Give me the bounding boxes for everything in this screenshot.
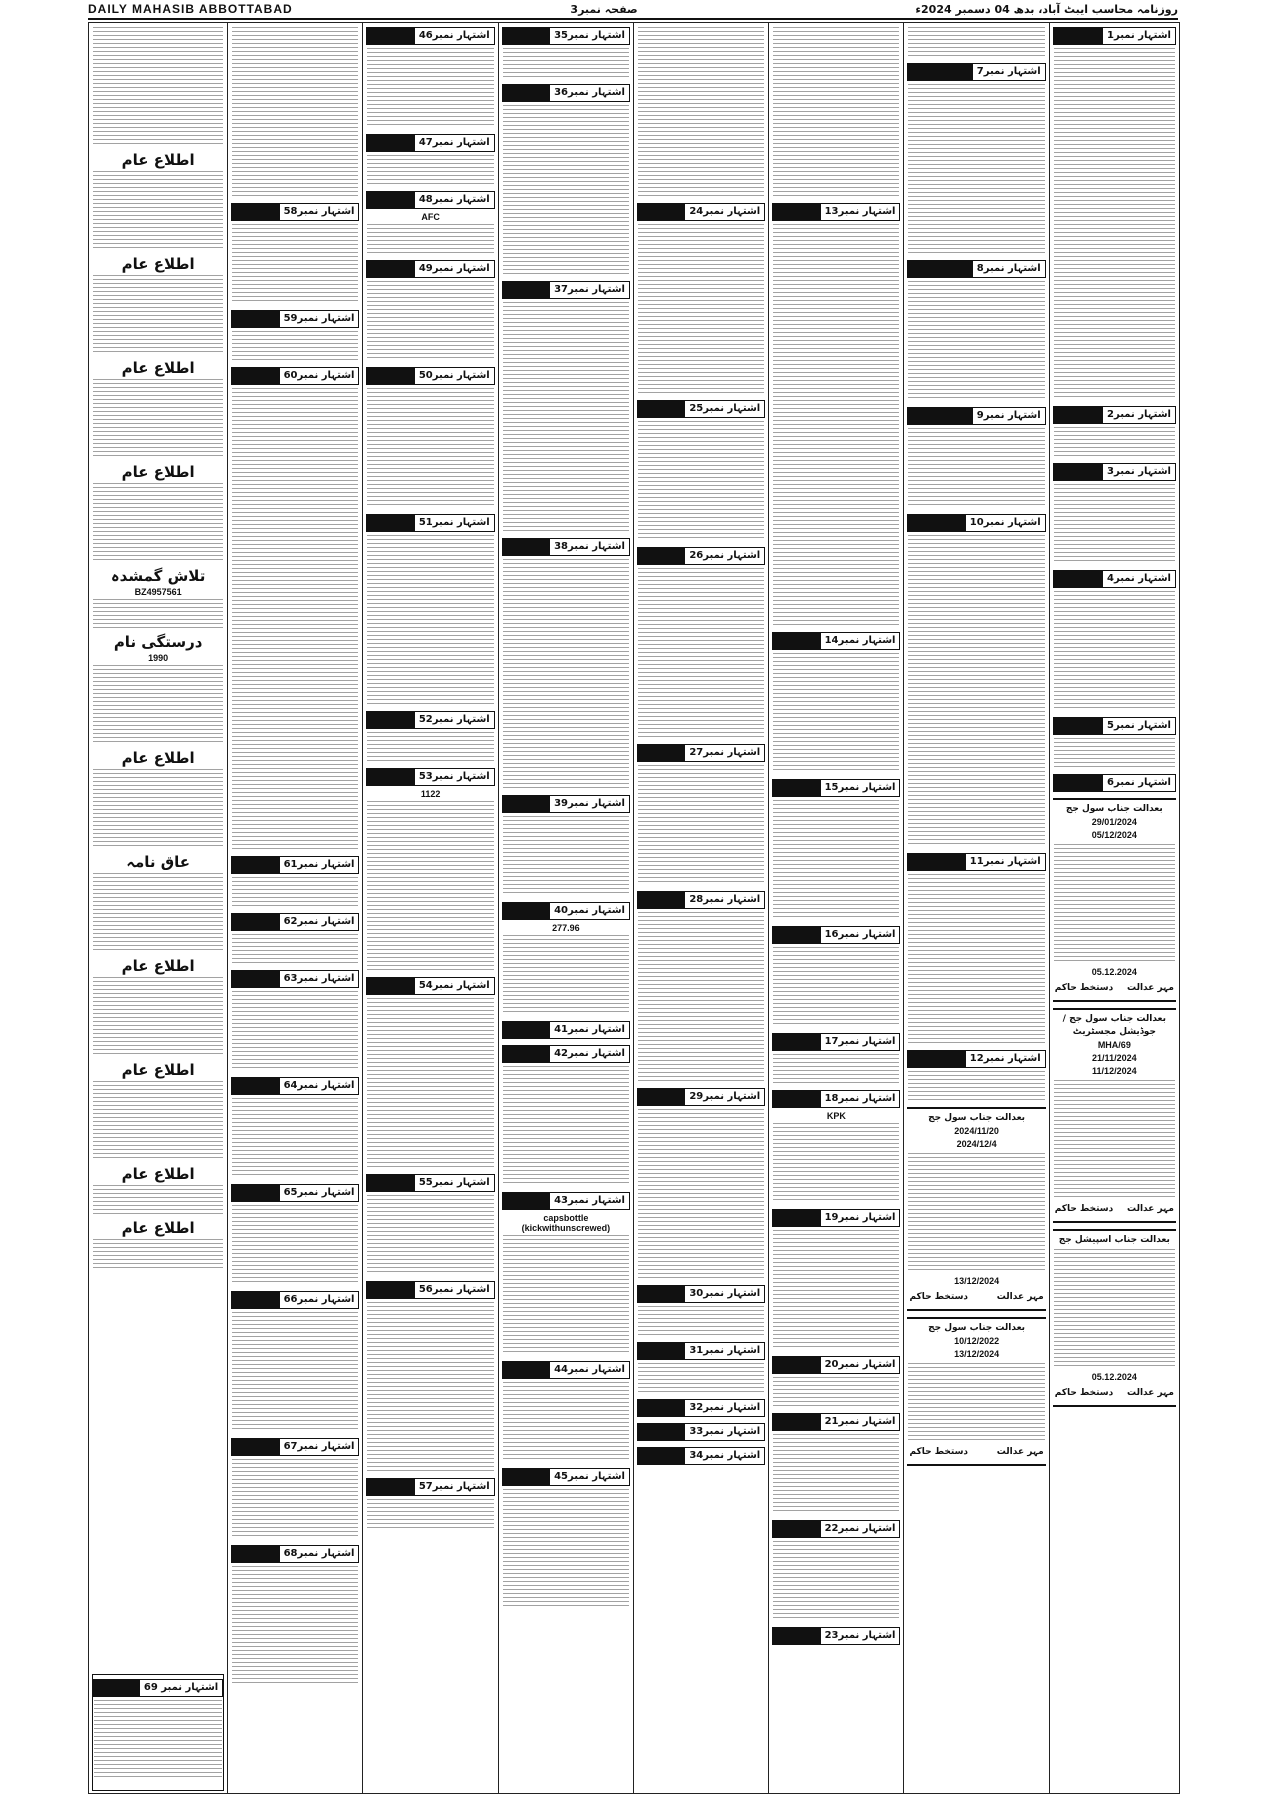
notice-number: اشتہار نمبر15	[820, 779, 901, 797]
notice-number: اشتہار نمبر33	[684, 1423, 765, 1441]
notice-body	[367, 535, 493, 705]
notice-body	[908, 767, 1044, 847]
notice-body	[1054, 280, 1175, 400]
notice-body	[1054, 591, 1175, 711]
column-notices-13-23	[769, 23, 904, 1793]
inline-code: KPK	[826, 1111, 846, 1121]
notice-body	[94, 1700, 222, 1780]
case-date: 21/11/2024	[1092, 1053, 1137, 1063]
section-heading: اطلاع عام	[121, 359, 195, 377]
notice-body	[93, 171, 223, 251]
case-date: 10/12/2022	[954, 1336, 1000, 1346]
notice-body	[503, 48, 629, 78]
notice-header	[502, 795, 630, 813]
signature-row	[1055, 983, 1174, 993]
notice-header	[366, 711, 494, 729]
court-notice-box	[907, 1107, 1045, 1311]
notice-number: اشتہار نمبر35	[549, 27, 630, 45]
notice-number: اشتہار نمبر60	[279, 367, 360, 385]
notice-body	[908, 84, 1044, 254]
notice-body	[232, 388, 358, 618]
notice-header	[1053, 406, 1176, 424]
notice-body	[93, 275, 223, 355]
notice-number: اشتہار نمبر54	[414, 977, 495, 995]
notice-number: اشتہار نمبر38	[549, 538, 630, 556]
notice-number: اشتہار نمبر25	[684, 400, 765, 418]
column-notices-35-45	[499, 23, 634, 1793]
notice-header	[502, 1021, 630, 1039]
judge-signature: دستخط حاکم	[1054, 983, 1114, 993]
notice-header	[1053, 774, 1176, 792]
hearing-date: 05.12.2024	[1091, 1372, 1137, 1382]
notice-body	[503, 1066, 629, 1186]
notice-number: اشتہار نمبر61	[279, 856, 360, 874]
court-seal: مہر عدالت	[1127, 1204, 1174, 1214]
notice-header	[907, 853, 1045, 871]
notice-body	[503, 105, 629, 275]
notice-number: اشتہار نمبر30	[684, 1285, 765, 1303]
notice-body	[367, 281, 493, 361]
section-heading: اطلاع عام	[121, 1061, 195, 1079]
notice-body	[93, 379, 223, 459]
notice-body	[232, 991, 358, 1071]
notice-header	[772, 1520, 900, 1538]
court-title: بعدالت جناب سول جج / جوڈیشل مجسٹریٹ	[1062, 1014, 1166, 1037]
notice-number: اشتہار نمبر57	[414, 1478, 495, 1496]
notice-header	[366, 27, 494, 45]
notice-number: اشتہار نمبر45	[549, 1468, 630, 1486]
notice-body	[908, 27, 1044, 57]
notice-header	[502, 1468, 630, 1486]
notice-header	[637, 1423, 765, 1441]
notice-number: اشتہار نمبر51	[414, 514, 495, 532]
notice-body	[773, 224, 899, 454]
notice-header	[366, 367, 494, 385]
notice-header	[907, 514, 1045, 532]
notice-body	[93, 1239, 223, 1269]
notice-number: اشتہار نمبر21	[820, 1413, 901, 1431]
case-date: 29/01/2024	[1091, 817, 1137, 827]
notice-number: اشتہار نمبر20	[820, 1356, 901, 1374]
notice-body	[232, 27, 358, 197]
notice-number: اشتہار نمبر64	[279, 1077, 360, 1095]
notice-number: اشتہار نمبر1	[1102, 27, 1176, 45]
court-seal: مہر عدالت	[1127, 1388, 1174, 1398]
judge-signature: دستخط حاکم	[1054, 1204, 1114, 1214]
notice-number: اشتہار نمبر18	[820, 1090, 901, 1108]
notice-header	[637, 744, 765, 762]
notice-header	[502, 281, 630, 299]
notice-body	[367, 388, 493, 508]
column-notices-58-68	[228, 23, 363, 1793]
inline-code: 277.96	[552, 923, 580, 933]
hearing-date: 13/12/2024	[954, 1349, 1000, 1359]
notice-body	[908, 1153, 1044, 1273]
column-notices-24-34	[634, 23, 769, 1793]
section-heading: اطلاع عام	[121, 1219, 195, 1237]
notice-number: اشتہار نمبر6	[1102, 774, 1176, 792]
notice-header	[772, 926, 900, 944]
notice-body	[232, 620, 358, 850]
section-heading: اطلاع عام	[121, 255, 195, 273]
court-title: بعدالت جناب سول جج	[928, 1113, 1026, 1123]
notice-header	[231, 1291, 359, 1309]
notice-header	[231, 203, 359, 221]
notice-header	[772, 1209, 900, 1227]
notice-header	[502, 1192, 630, 1210]
notice-number: اشتہار نمبر16	[820, 926, 901, 944]
notice-number: اشتہار نمبر55	[414, 1174, 495, 1192]
notice-body	[232, 877, 358, 907]
notice-number: اشتہار نمبر17	[820, 1033, 901, 1051]
notice-body	[93, 27, 223, 147]
section-heading: اطلاع عام	[121, 957, 195, 975]
notice-body	[232, 331, 358, 361]
notice-body	[773, 1230, 899, 1350]
notice-body	[773, 1434, 899, 1514]
notice-header	[772, 1090, 900, 1108]
notice-body	[638, 1306, 764, 1336]
notice-header	[231, 1545, 359, 1563]
notice-body	[773, 653, 899, 773]
court-title: بعدالت جناب اسپیشل جج	[1058, 1235, 1170, 1245]
notice-body	[93, 665, 223, 745]
hearing-date: 13/12/2024	[954, 1276, 1000, 1286]
notice-number: اشتہار نمبر37	[549, 281, 630, 299]
masthead	[88, 0, 1178, 20]
notice-number: اشتہار نمبر36	[549, 84, 630, 102]
notice-number: اشتہار نمبر29	[684, 1088, 765, 1106]
judge-signature: دستخط حاکم	[909, 1447, 969, 1457]
hearing-date: 11/12/2024	[1092, 1066, 1137, 1076]
notice-header	[366, 514, 494, 532]
notice-body	[638, 421, 764, 541]
notice-header	[231, 1077, 359, 1095]
notice-number: اشتہار نمبر9	[972, 407, 1046, 425]
notice-header	[231, 856, 359, 874]
notice-number: اشتہار نمبر2	[1102, 406, 1176, 424]
notice-body	[638, 912, 764, 1082]
notice-number: اشتہار نمبر11	[965, 853, 1046, 871]
case-date: 05/12/2024	[1091, 830, 1137, 840]
notice-header	[637, 203, 765, 221]
column-notices-7-12	[904, 23, 1049, 1793]
column-notices-1-6	[1050, 23, 1179, 1793]
notice-header	[366, 134, 494, 152]
notice-number: اشتہار نمبر24	[684, 203, 765, 221]
court-seal: مہر عدالت	[996, 1447, 1044, 1457]
notice-body	[503, 1235, 629, 1355]
court-title: بعدالت جناب سول جج	[1065, 804, 1163, 814]
notice-number: اشتہار نمبر49	[414, 260, 495, 278]
notice-body	[638, 568, 764, 738]
notice-number: اشتہار نمبر50	[414, 367, 495, 385]
court-seal: مہر عدالت	[1127, 983, 1174, 993]
case-date: 2024/11/20	[954, 1126, 999, 1136]
notice-body	[638, 224, 764, 394]
notice-number: اشتہار نمبر63	[279, 970, 360, 988]
section-heading: اطلاع عام	[121, 151, 195, 169]
notice-number: اشتہار نمبر65	[279, 1184, 360, 1202]
court-notice-box	[1053, 1008, 1176, 1223]
notice-number: اشتہار نمبر22	[820, 1520, 901, 1538]
notice-body	[773, 800, 899, 920]
notice-body	[638, 765, 764, 885]
notice-number: اشتہار نمبر44	[549, 1361, 630, 1379]
year-code: 1990	[148, 653, 169, 663]
judge-signature: دستخط حاکم	[1054, 1388, 1114, 1398]
notice-number: اشتہار نمبر56	[414, 1281, 495, 1299]
notice-number: اشتہار نمبر10	[965, 514, 1046, 532]
notice-body	[773, 456, 899, 626]
notice-body	[232, 1098, 358, 1178]
notice-header	[637, 400, 765, 418]
notice-body	[908, 1363, 1044, 1443]
notice-header	[502, 27, 630, 45]
notice-header	[637, 1285, 765, 1303]
notice-header	[772, 1356, 900, 1374]
notice-body	[773, 1054, 899, 1084]
notice-number: اشتہار نمبر4	[1102, 570, 1176, 588]
notice-header	[502, 1361, 630, 1379]
notice-header	[502, 84, 630, 102]
notice-body	[367, 732, 493, 762]
notice-header	[231, 310, 359, 328]
notice-body	[1054, 1249, 1175, 1369]
notice-number: اشتہار نمبر19	[820, 1209, 901, 1227]
notice-header	[1053, 570, 1176, 588]
notice-header	[231, 1184, 359, 1202]
notice-body	[93, 977, 223, 1057]
notice-number: اشتہار نمبر12	[965, 1050, 1046, 1068]
notice-header	[907, 1050, 1045, 1068]
notice-header	[637, 1447, 765, 1465]
notice-header	[231, 970, 359, 988]
notice-body	[908, 874, 1044, 1044]
notice-header	[231, 913, 359, 931]
case-number: MHA/69	[1097, 1040, 1131, 1050]
notice-body	[638, 1109, 764, 1279]
notice-header	[1053, 717, 1176, 735]
signature-row	[1055, 1388, 1174, 1398]
notice-number: اشتہار نمبر32	[684, 1399, 765, 1417]
notice-body	[367, 155, 493, 185]
notice-header	[366, 1174, 494, 1192]
inline-code: 1122	[420, 789, 441, 799]
notice-body	[908, 1071, 1044, 1101]
notice-body	[367, 224, 493, 254]
notice-body	[93, 483, 223, 563]
inline-code: capsbottle (kickwithunscrewed)	[521, 1213, 611, 1233]
notice-body	[232, 1312, 358, 1432]
notice-header	[637, 1399, 765, 1417]
notice-number: اشتہار نمبر 69	[139, 1679, 223, 1697]
newspaper-page	[88, 22, 1180, 1794]
inline-code: AFC	[421, 212, 440, 222]
notice-number: اشتہار نمبر67	[279, 1438, 360, 1456]
notice-header	[366, 977, 494, 995]
notice-body	[93, 1185, 223, 1215]
notice-number: اشتہار نمبر40	[549, 902, 630, 920]
notice-body	[503, 559, 629, 789]
notice-number: اشتہار نمبر5	[1102, 717, 1176, 735]
notice-body	[367, 1499, 493, 1529]
notice-number: اشتہار نمبر66	[279, 1291, 360, 1309]
case-date: 2024/12/4	[956, 1139, 997, 1149]
notice-box-69	[92, 1674, 224, 1791]
signature-row	[909, 1292, 1043, 1302]
notice-body	[232, 1459, 358, 1539]
judge-signature: دستخط حاکم	[909, 1292, 969, 1302]
newspaper-title: DAILY MAHASIB ABBOTTABAD	[88, 2, 293, 16]
notice-header	[502, 538, 630, 556]
page-number: صفحہ نمبر3	[570, 2, 638, 16]
notice-number: اشتہار نمبر31	[684, 1342, 765, 1360]
notice-number: اشتہار نمبر41	[549, 1021, 630, 1039]
issue-date: روزنامہ محاسب ایبٹ آباد، بدھ 04 دسمبر 2024ء	[915, 2, 1178, 16]
notice-header	[637, 1342, 765, 1360]
notice-body	[367, 1195, 493, 1275]
notice-body	[773, 1123, 899, 1203]
notice-header	[772, 1033, 900, 1051]
notice-header	[907, 260, 1045, 278]
notice-number: اشتہار نمبر34	[684, 1447, 765, 1465]
court-notice-box	[907, 1317, 1045, 1466]
court-seal: مہر عدالت	[996, 1292, 1044, 1302]
notice-header	[637, 891, 765, 909]
notice-body	[367, 48, 493, 128]
section-heading: اطلاع عام	[121, 749, 195, 767]
notice-header	[1053, 463, 1176, 481]
notice-body	[773, 1377, 899, 1407]
notice-header	[907, 407, 1045, 425]
notice-header	[366, 768, 494, 786]
notice-body	[367, 998, 493, 1168]
notice-header	[637, 547, 765, 565]
notice-body	[232, 224, 358, 304]
signature-row	[909, 1447, 1043, 1457]
notice-body	[1054, 427, 1175, 457]
notice-number: اشتہار نمبر62	[279, 913, 360, 931]
notice-number: اشتہار نمبر39	[549, 795, 630, 813]
notice-header	[907, 63, 1045, 81]
notice-header	[637, 1088, 765, 1106]
section-heading: اطلاع عام	[121, 463, 195, 481]
court-title: بعدالت جناب سول جج	[928, 1323, 1026, 1333]
notice-body	[1054, 844, 1175, 964]
notice-body	[773, 947, 899, 1027]
passport-code: BZ4957561	[134, 587, 182, 597]
notice-body	[93, 1081, 223, 1161]
notice-number: اشتہار نمبر58	[279, 203, 360, 221]
notice-body	[93, 769, 223, 849]
notice-number: اشتہار نمبر53	[414, 768, 495, 786]
notice-body	[773, 27, 899, 197]
notice-header	[1053, 27, 1176, 45]
notice-body	[232, 1205, 358, 1285]
section-heading: اطلاع عام	[121, 1165, 195, 1183]
notice-number: اشتہار نمبر27	[684, 744, 765, 762]
notice-number: اشتہار نمبر59	[279, 310, 360, 328]
notice-header	[502, 1045, 630, 1063]
notice-body	[1054, 1080, 1175, 1200]
notice-number: اشتہار نمبر68	[279, 1545, 360, 1563]
section-heading: تلاش گمشدہ	[110, 567, 206, 585]
notice-number: اشتہار نمبر43	[549, 1192, 630, 1210]
notice-body	[638, 1363, 764, 1393]
notice-body	[503, 1489, 629, 1609]
notice-header	[366, 1281, 494, 1299]
notice-body	[503, 1382, 629, 1462]
court-notice-box	[1053, 1229, 1176, 1407]
notice-header	[231, 367, 359, 385]
notice-number: اشتہار نمبر28	[684, 891, 765, 909]
notice-body	[503, 302, 629, 532]
notice-number: اشتہار نمبر26	[684, 547, 765, 565]
notice-header	[772, 1627, 900, 1645]
notice-header	[772, 632, 900, 650]
notice-header	[772, 1413, 900, 1431]
column-notices-46-57	[363, 23, 498, 1793]
notice-number: اشتہار نمبر13	[820, 203, 901, 221]
notice-header	[231, 1438, 359, 1456]
notice-body	[908, 535, 1044, 765]
notice-header	[366, 260, 494, 278]
notice-header	[366, 191, 494, 209]
signature-row	[1055, 1204, 1174, 1214]
notice-body	[1054, 484, 1175, 564]
notice-number: اشتہار نمبر48	[414, 191, 495, 209]
notice-body	[503, 816, 629, 896]
notice-number: اشتہار نمبر42	[549, 1045, 630, 1063]
notice-number: اشتہار نمبر46	[414, 27, 495, 45]
notice-header	[502, 902, 630, 920]
notice-number: اشتہار نمبر3	[1102, 463, 1176, 481]
notice-number: اشتہار نمبر23	[820, 1627, 901, 1645]
notice-body	[773, 1541, 899, 1621]
notice-body	[93, 873, 223, 953]
notice-body	[1054, 48, 1175, 278]
notice-body	[232, 1566, 358, 1686]
notice-number: اشتہار نمبر47	[414, 134, 495, 152]
hearing-date: 05.12.2024	[1091, 967, 1137, 977]
notice-body	[908, 281, 1044, 401]
notice-body	[367, 1302, 493, 1472]
notice-number: اشتہار نمبر7	[972, 63, 1046, 81]
column-public-notices	[89, 23, 228, 1793]
notice-number: اشتہار نمبر52	[414, 711, 495, 729]
notice-body	[367, 801, 493, 971]
notice-header	[93, 1679, 223, 1697]
notice-number: اشتہار نمبر14	[820, 632, 901, 650]
notice-body	[93, 599, 223, 629]
notice-number: اشتہار نمبر8	[972, 260, 1046, 278]
notice-header	[772, 779, 900, 797]
notice-header	[366, 1478, 494, 1496]
notice-body	[503, 935, 629, 1015]
court-notice-box	[1053, 798, 1176, 1002]
notice-header	[772, 203, 900, 221]
notice-body	[638, 27, 764, 197]
notice-body	[908, 428, 1044, 508]
section-heading: درستگی نام	[113, 633, 203, 651]
section-heading: عاق نامہ	[126, 853, 191, 871]
notice-body	[232, 934, 358, 964]
notice-body	[1054, 738, 1175, 768]
